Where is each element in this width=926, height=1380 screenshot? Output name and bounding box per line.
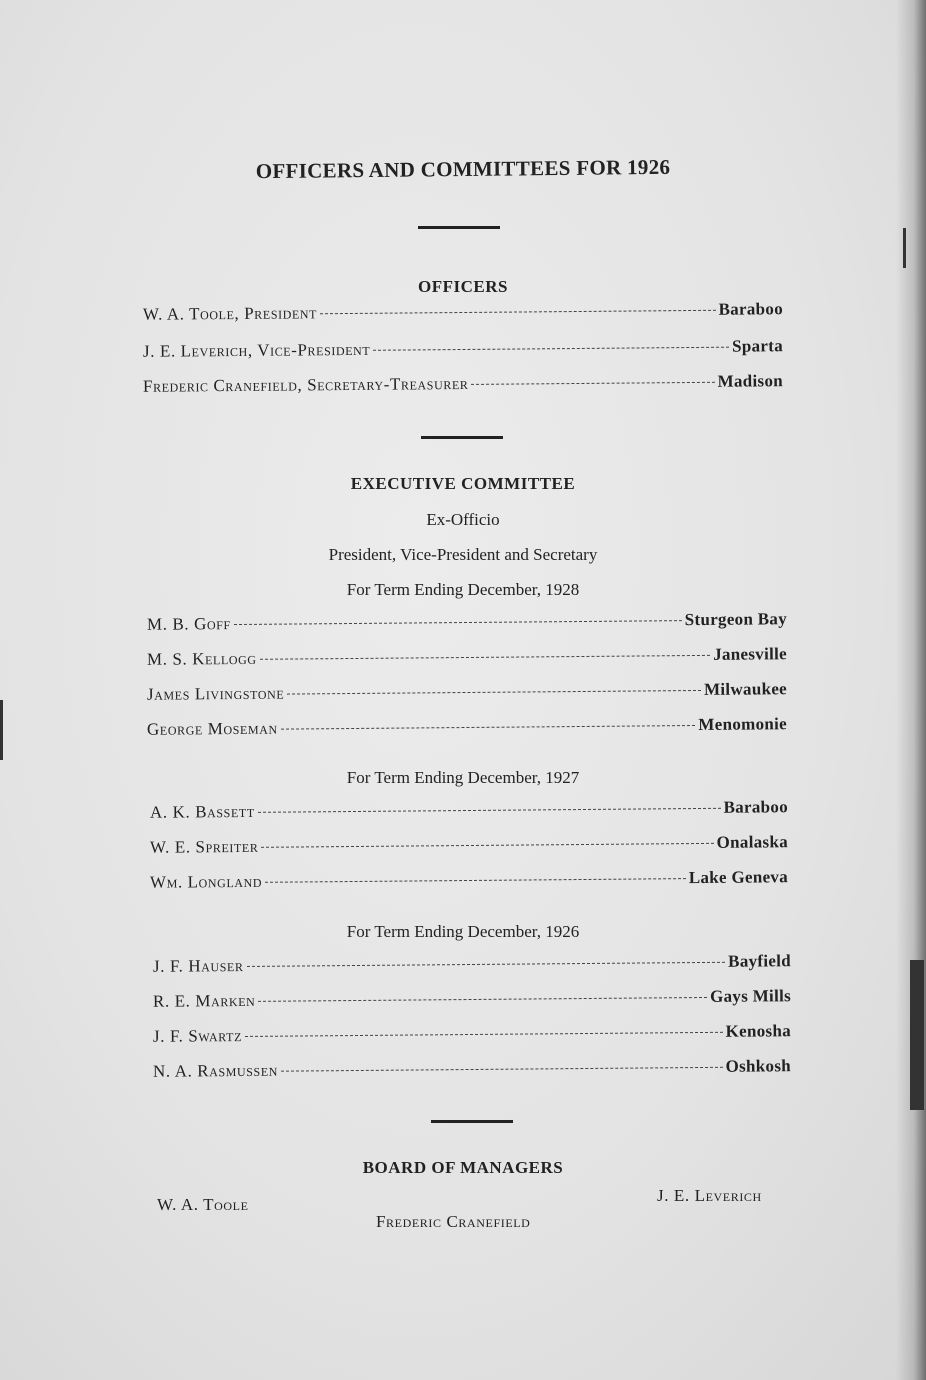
member-name: A. K. Bassett [149,801,255,822]
board-member-right: J. E. Leverich [657,1186,762,1205]
member-place: Oshkosh [725,1056,792,1076]
member-place: Bayfield [728,951,792,971]
ex-officio-label: Ex-Officio [426,510,500,529]
dot-leader [258,997,707,1002]
member-name: J. F. Swartz [152,1026,243,1046]
executive-heading: EXECUTIVE COMMITTEE [350,474,576,493]
officers-heading: OFFICERS [418,277,508,296]
member-name: James Livingstone [146,683,285,704]
member-row [147,679,787,705]
member-name: J. F. Hauser [152,955,244,976]
member-name: M. B. Goff [146,614,231,634]
member-row [153,951,791,977]
page-edge-mark [903,228,906,268]
member-name: M. S. Kellogg [146,648,257,669]
divider [431,1120,513,1123]
member-place: Janesville [713,644,788,664]
officer-row [143,336,783,362]
dot-leader [281,725,696,730]
board-member-center: Frederic Cranefield [376,1212,531,1231]
dot-leader [261,843,713,848]
ex-officio-members: President, Vice-President and Secretary [328,545,598,564]
member-place: Gays Mills [709,986,792,1006]
divider [418,226,500,229]
term-label: For Term Ending December, 1927 [346,768,580,787]
page-edge-mark [0,700,3,760]
divider [421,436,503,439]
dot-leader [471,382,714,385]
dot-leader [258,808,721,813]
dot-leader [287,690,701,695]
member-row [153,986,791,1012]
dot-leader [320,310,715,314]
member-row [150,832,788,858]
dot-leader [281,1067,723,1072]
member-place: Baraboo [723,797,789,817]
member-row [147,714,787,740]
member-name: N. A. Rasmussen [152,1060,279,1081]
board-heading: BOARD OF MANAGERS [362,1158,564,1177]
member-row [153,1021,791,1047]
member-place: Lake Geneva [688,867,789,888]
officer-place: Baraboo [718,299,784,319]
member-place: Milwaukee [703,679,788,699]
member-name: Wm. Longland [149,871,263,892]
page-edge-mark [910,960,924,1110]
dot-leader [260,655,711,660]
member-place: Sturgeon Bay [684,609,788,630]
officer-place: Sparta [731,336,784,356]
page-title: OFFICERS AND COMMITTEES FOR 1926 [255,154,671,184]
board-member-left: W. A. Toole [157,1195,249,1214]
member-row [153,1056,791,1082]
officer-place: Madison [717,371,784,391]
member-row [150,867,788,893]
member-row [150,797,788,823]
officer-name: W. A. Toole, President [142,303,318,324]
member-name: R. E. Marken [152,990,256,1011]
member-place: Menomonie [698,714,788,734]
member-name: George Moseman [146,718,278,739]
dot-leader [245,1032,723,1037]
member-name: W. E. Spreiter [149,836,259,857]
member-place: Kenosha [725,1021,792,1041]
officer-row [143,371,783,397]
member-row [147,609,787,635]
dot-leader [247,962,726,967]
officer-name: Frederic Cranefield, Secretary-Treasurer [142,373,469,396]
member-row [147,644,787,670]
term-label: For Term Ending December, 1926 [346,922,580,941]
member-place: Onalaska [716,832,789,852]
dot-leader [265,878,686,883]
dot-leader [234,620,682,625]
term-label: For Term Ending December, 1928 [346,580,580,599]
dot-leader [373,347,729,351]
officer-name: J. E. Leverich, Vice-President [142,339,371,361]
officer-row [143,299,783,325]
